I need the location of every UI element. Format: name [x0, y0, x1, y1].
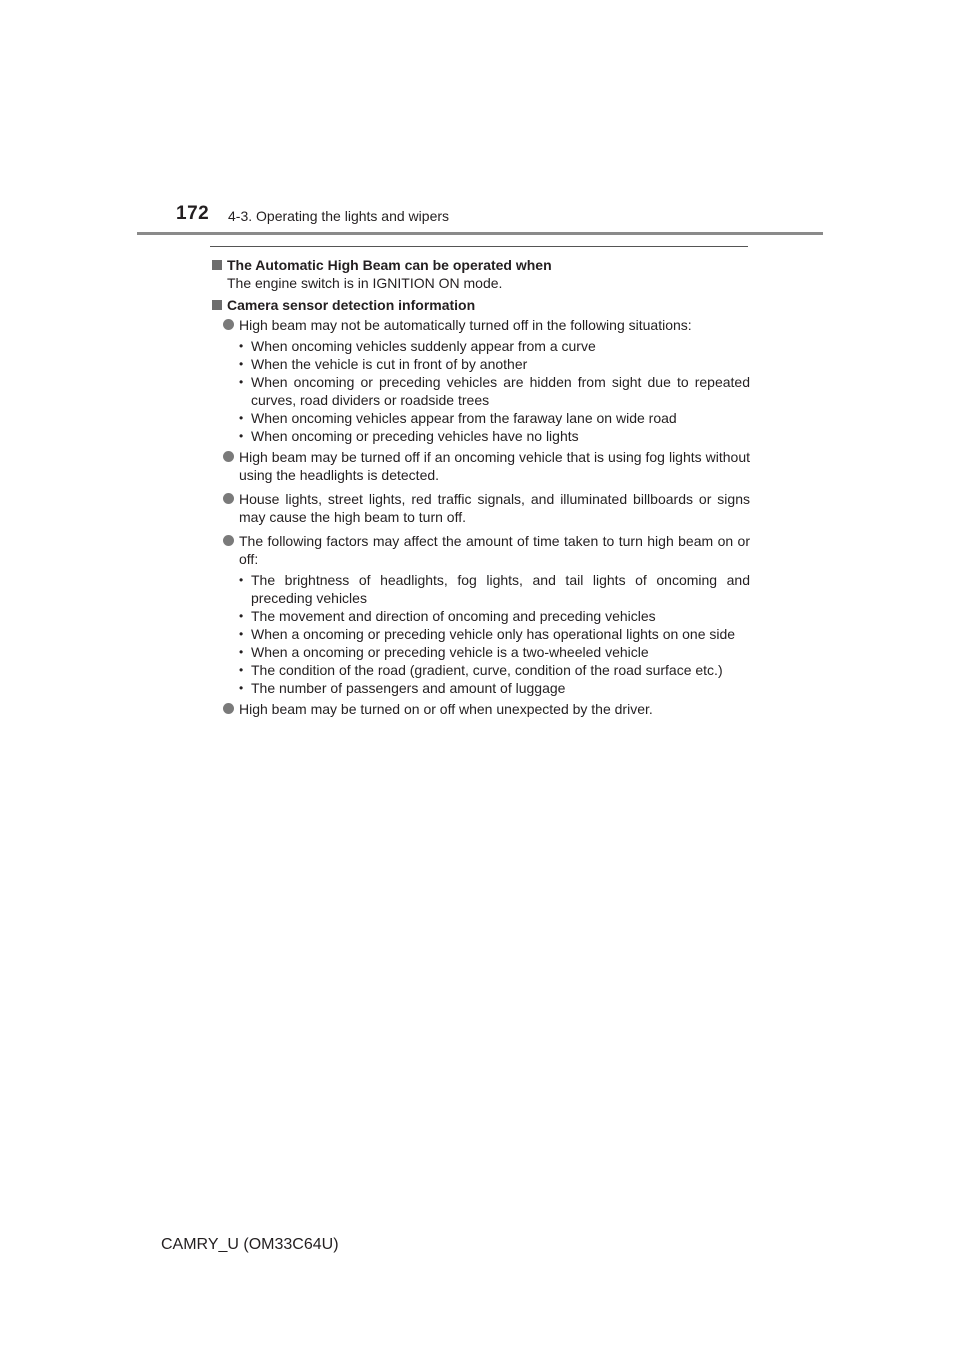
page-content	[210, 256, 750, 718]
sub-list-item: • The brightness of headlights, fog lights, and tail lights of oncoming and preceding vehicles	[239, 572, 750, 606]
dot-bullet-icon: •	[239, 663, 244, 677]
sub-list-item: • The number of passengers and amount of luggage	[239, 680, 566, 696]
circle-bullet-icon	[223, 535, 234, 546]
circle-bullet-icon	[223, 703, 234, 714]
list-item: High beam may be turned on or off when unexpected by the driver.	[210, 700, 750, 718]
circle-bullet-icon	[223, 493, 234, 504]
sub-list-item: • The movement and direction of oncoming and preceding vehicles	[239, 608, 656, 624]
section-heading: The Automatic High Beam can be operated when	[210, 256, 750, 274]
dot-bullet-icon: •	[239, 681, 244, 695]
header-divider	[137, 232, 823, 235]
sub-list	[210, 337, 750, 445]
sub-list-item: • When oncoming vehicles appear from the faraway lane on wide road	[239, 410, 677, 426]
sub-list-item: • When a oncoming or preceding vehicle only has operational lights on one side	[239, 626, 736, 642]
page-number: 172	[176, 203, 210, 224]
dot-bullet-icon: •	[239, 429, 244, 443]
sub-list-item: • When oncoming vehicles suddenly appear from a curve	[239, 338, 596, 354]
square-bullet-icon	[212, 300, 222, 310]
content-divider	[210, 246, 748, 247]
circle-bullet-icon	[223, 319, 234, 330]
dot-bullet-icon: •	[239, 645, 244, 659]
dot-bullet-icon: •	[239, 609, 244, 623]
footer-model-code: CAMRY_U (OM33C64U)	[161, 1236, 339, 1253]
sub-list-item: • When oncoming or preceding vehicles are hidden from sight due to repeated curves, road dividers or roadside trees	[239, 374, 750, 408]
dot-bullet-icon: •	[239, 627, 244, 641]
dot-bullet-icon: •	[239, 357, 244, 371]
list-item: The following factors may affect the amount of time taken to turn high beam on or off:	[210, 532, 750, 568]
square-bullet-icon	[212, 260, 222, 270]
section-heading: Camera sensor detection information	[210, 296, 750, 314]
sub-list-item: • The condition of the road (gradient, curve, condition of the road surface etc.)	[239, 662, 723, 678]
list-item: House lights, street lights, red traffic signals, and illuminated billboards or signs may cause the high beam to turn off.	[210, 490, 750, 526]
sub-list-item: • When the vehicle is cut in front of by another	[239, 356, 528, 372]
circle-bullet-icon	[223, 451, 234, 462]
section-text: The engine switch is in IGNITION ON mode.	[227, 275, 503, 291]
dot-bullet-icon: •	[239, 411, 244, 425]
list-item: High beam may not be automatically turned off in the following situations:	[210, 316, 750, 334]
dot-bullet-icon: •	[239, 573, 244, 587]
dot-bullet-icon: •	[239, 375, 244, 389]
sub-list	[210, 571, 750, 697]
section-title: 4-3. Operating the lights and wipers	[228, 208, 450, 224]
sub-list-item: • When oncoming or preceding vehicles have no lights	[239, 428, 579, 444]
sub-list-item: • When a oncoming or preceding vehicle is a two-wheeled vehicle	[239, 644, 649, 660]
list-item: High beam may be turned off if an oncoming vehicle that is using fog lights without using the headlights is detected.	[210, 448, 750, 484]
dot-bullet-icon: •	[239, 339, 244, 353]
